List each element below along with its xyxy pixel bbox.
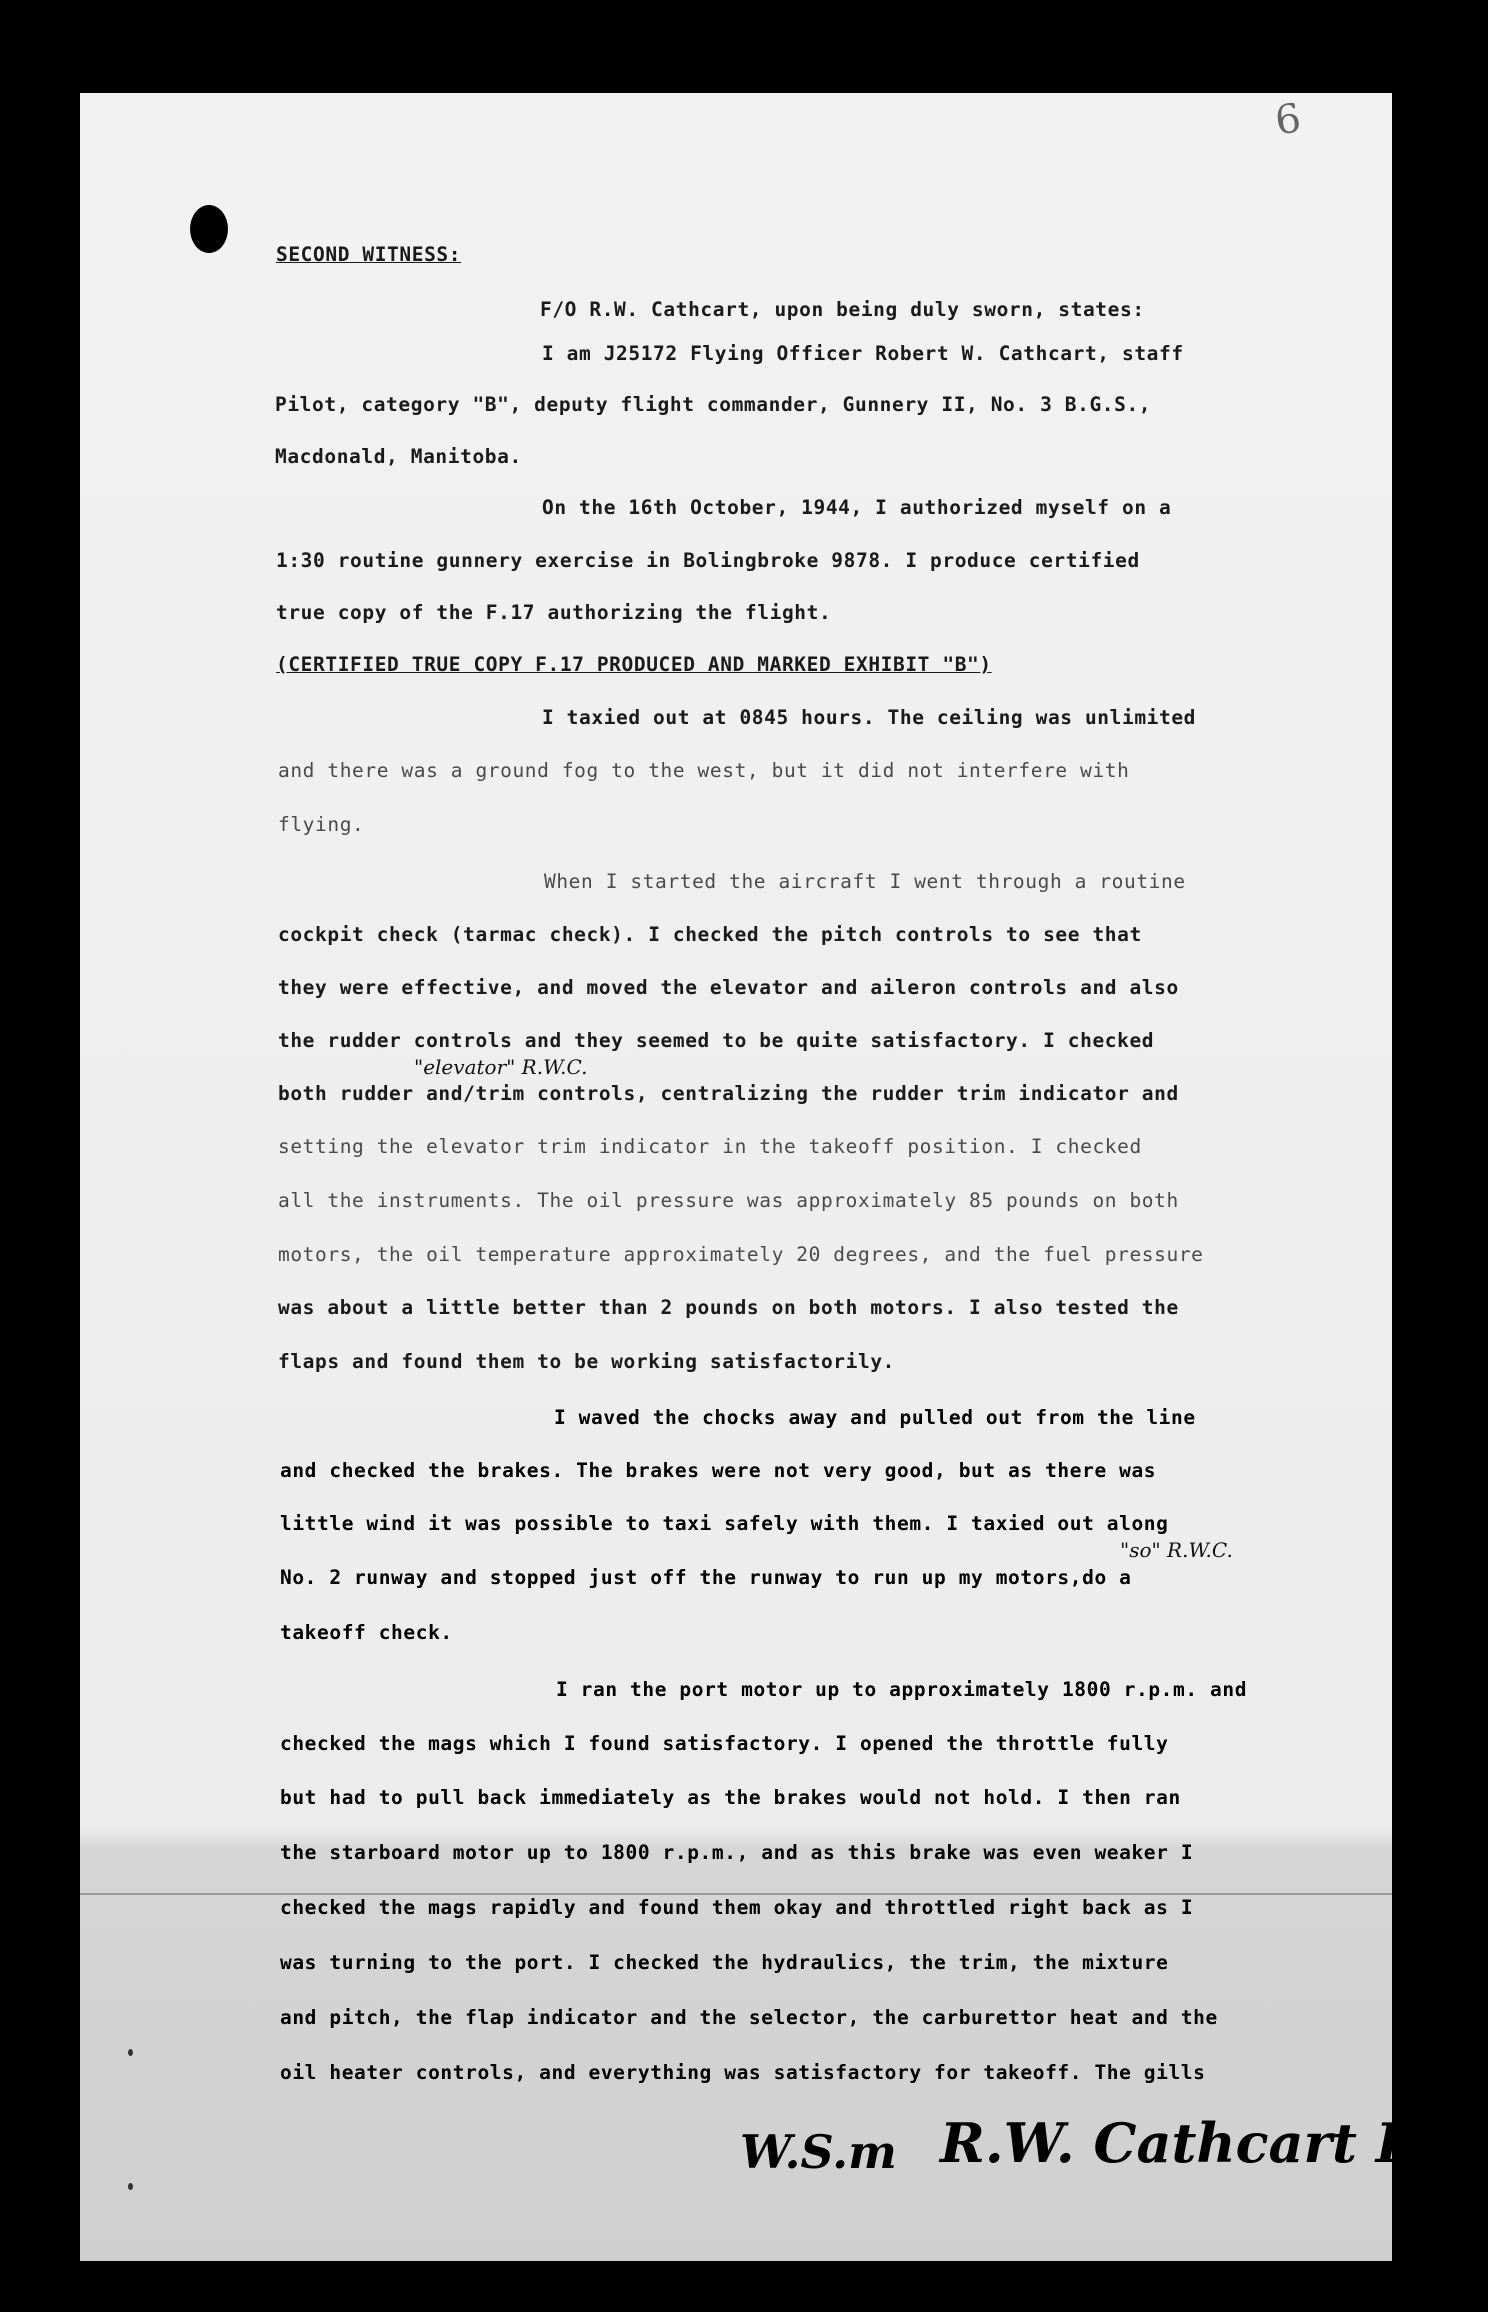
- text-line: Pilot, category "B", deputy flight commander, Gunnery II, No. 3 B.G.S.,: [275, 393, 1152, 416]
- text-line: oil heater controls, and everything was satisfactory for takeoff. The gills: [280, 2061, 1206, 2084]
- text-line: the starboard motor up to 1800 r.p.m., and as this brake was even weaker I: [280, 1841, 1194, 1864]
- margin-mark: [128, 2183, 133, 2190]
- text-line: F/O R.W. Cathcart, upon being duly sworn, states:: [540, 298, 1145, 321]
- page-fold-line: [80, 1893, 1392, 1895]
- section-heading: SECOND WITNESS:: [276, 243, 462, 266]
- witness-initials: W.S.m: [740, 2125, 897, 2179]
- text-line: the rudder controls and they seemed to be quite satisfactory. I checked: [278, 1029, 1155, 1052]
- text-line: Macdonald, Manitoba.: [275, 445, 522, 468]
- text-line: checked the mags which I found satisfactory. I opened the throttle fully: [280, 1732, 1169, 1755]
- text-line: both rudder and/trim controls, centralizing the rudder trim indicator and: [278, 1082, 1179, 1105]
- text-line: I waved the chocks away and pulled out from the line: [554, 1406, 1196, 1429]
- text-line: I taxied out at 0845 hours. The ceiling was unlimited: [542, 706, 1197, 729]
- text-line: cockpit check (tarmac check). I checked the pitch controls to see that: [278, 923, 1142, 946]
- page-number: 6: [1272, 95, 1304, 145]
- text-line: On the 16th October, 1944, I authorized myself on a: [542, 496, 1172, 519]
- text-line: flying.: [278, 813, 365, 836]
- text-line: I ran the port motor up to approximately 1800 r.p.m. and: [556, 1678, 1248, 1701]
- text-line: motors, the oil temperature approximately 20 degrees, and the fuel pressure: [278, 1243, 1204, 1266]
- text-line: and pitch, the flap indicator and the selector, the carburettor heat and the: [280, 2006, 1218, 2029]
- text-line: setting the elevator trim indicator in the takeoff position. I checked: [278, 1135, 1142, 1158]
- punch-hole: [190, 205, 228, 253]
- text-line: little wind it was possible to taxi safely with them. I taxied out along: [280, 1512, 1169, 1535]
- text-line: and checked the brakes. The brakes were not very good, but as there was: [280, 1459, 1157, 1482]
- text-line: all the instruments. The oil pressure was approximately 85 pounds on both: [278, 1189, 1179, 1212]
- text-line: I am J25172 Flying Officer Robert W. Cathcart, staff: [542, 342, 1184, 365]
- text-line: 1:30 routine gunnery exercise in Bolingbroke 9878. I produce certified: [276, 549, 1140, 572]
- handwritten-insertion-so: "so" R.W.C.: [1120, 1538, 1233, 1562]
- text-line: and there was a ground fog to the west, but it did not interfere with: [278, 759, 1130, 782]
- document-page: [80, 93, 1470, 2261]
- text-line: checked the mags rapidly and found them okay and throttled right back as I: [280, 1896, 1194, 1919]
- text-line: flaps and found them to be working satisfactorily.: [278, 1350, 895, 1373]
- text-line: No. 2 runway and stopped just off the runway to run up my motors,do a: [280, 1566, 1132, 1589]
- text-line: true copy of the F.17 authorizing the flight.: [276, 601, 832, 624]
- text-line: takeoff check.: [280, 1621, 453, 1644]
- text-line: When I started the aircraft I went through a routine: [544, 870, 1186, 893]
- margin-mark: [128, 2049, 133, 2056]
- handwritten-signature: R.W. Cathcart F/o: [940, 2111, 1470, 2175]
- text-line: but had to pull back immediately as the brakes would not hold. I then ran: [280, 1786, 1181, 1809]
- text-line: was turning to the port. I checked the hydraulics, the trim, the mixture: [280, 1951, 1169, 1974]
- text-line: they were effective, and moved the elevator and aileron controls and also: [278, 976, 1179, 999]
- exhibit-note: (CERTIFIED TRUE COPY F.17 PRODUCED AND MARKED EXHIBIT "B"): [276, 653, 992, 676]
- text-line: was about a little better than 2 pounds on both motors. I also tested the: [278, 1296, 1179, 1319]
- handwritten-insertion-elevator: "elevator" R.W.C.: [414, 1055, 588, 1079]
